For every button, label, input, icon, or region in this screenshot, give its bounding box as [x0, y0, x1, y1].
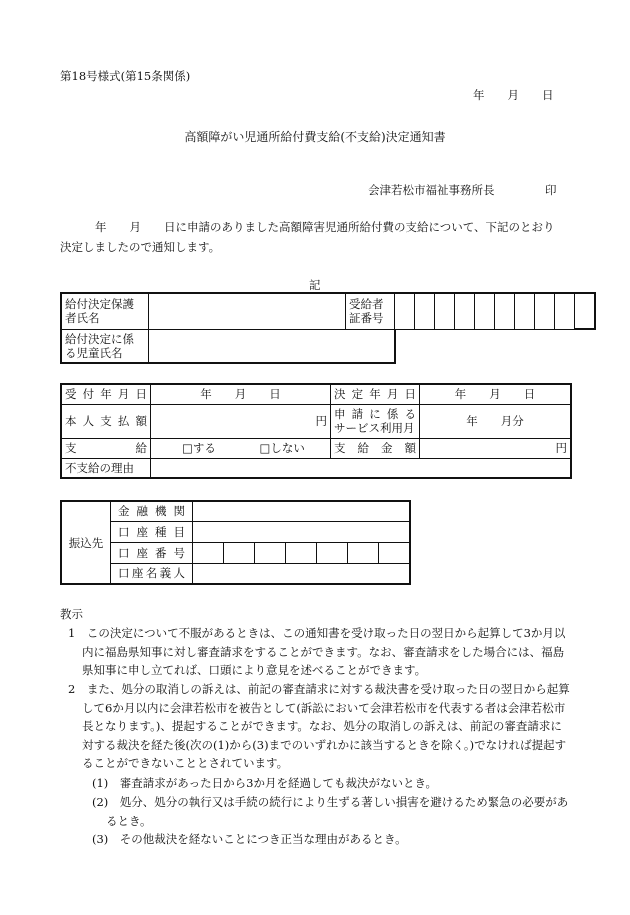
- yen-unit: 円: [315, 414, 327, 428]
- account-number-cell[interactable]: [193, 542, 224, 563]
- account-number-label: 口座番号: [118, 545, 185, 560]
- guardian-label: [65, 297, 145, 325]
- account-type-field[interactable]: [193, 521, 411, 542]
- transfer-label: 振込先: [61, 501, 111, 584]
- guardian-label-line1: 給付決定保護: [65, 297, 134, 312]
- applicant-table: [60, 292, 596, 364]
- bank-label: 金融機関: [118, 504, 185, 519]
- intro-line-1: 年 月 日に申請のありました高額障害児通所給付費の支給について、下記のとおり: [95, 220, 555, 234]
- option-no-checkbox[interactable]: □しない: [259, 441, 305, 455]
- account-type-label: 口座種目: [118, 524, 185, 539]
- child-label-line1: 給付決定に係: [65, 331, 134, 346]
- account-number-cell[interactable]: [255, 542, 286, 563]
- document-title: 高額障がい児通所給付費支給(不支給)決定通知書: [184, 130, 446, 144]
- recipient-number-cell[interactable]: [515, 293, 535, 329]
- account-number-cell[interactable]: [348, 542, 379, 563]
- service-label-line1: 申請に係る: [334, 407, 416, 421]
- reason-field[interactable]: [151, 458, 572, 478]
- decision-date-label: 決定年月日: [334, 387, 416, 402]
- service-label-line2: サービス利用月: [334, 421, 415, 435]
- account-number-cell[interactable]: [317, 542, 348, 563]
- intro-line-2: 決定しましたので通知します。: [60, 240, 221, 254]
- decision-table: [60, 383, 572, 479]
- recipient-number-cell[interactable]: [555, 293, 575, 329]
- child-label-line2: る児童氏名: [65, 345, 123, 360]
- seal-mark: 印: [545, 183, 557, 197]
- self-pay-label: 本人支払額: [65, 414, 147, 428]
- yen-unit: 円: [555, 441, 567, 455]
- date-line: 年 月 日: [473, 88, 554, 102]
- received-date-value[interactable]: 年 月 日: [151, 384, 331, 404]
- notice-sub-3: (3) その他裁決を経ないことにつき正当な理由があるとき。: [92, 832, 407, 846]
- account-number-cell[interactable]: [379, 542, 411, 563]
- payment-options: [151, 438, 331, 458]
- payment-label: 支 給: [65, 441, 147, 455]
- form-number: 第18号様式(第15条関係): [60, 69, 191, 83]
- reason-label: 不支給の理由: [65, 460, 134, 475]
- issuer: 会津若松市福祉事務所長: [368, 183, 495, 197]
- payment-amount-field[interactable]: [420, 438, 572, 458]
- recipient-label-line2: 証番号: [349, 311, 384, 326]
- child-name-field[interactable]: [149, 329, 395, 363]
- recipient-label: [349, 297, 391, 325]
- decision-date-value[interactable]: 年 月 日: [420, 384, 572, 404]
- child-label: [65, 332, 145, 360]
- notice-sub-1: (1) 審査請求があった日から3か月を経過しても裁決がないとき。: [92, 776, 438, 790]
- bank-field[interactable]: [193, 501, 411, 521]
- account-holder-label: 口座名義人: [118, 566, 185, 581]
- transfer-table: [60, 500, 411, 585]
- recipient-number-cell[interactable]: [495, 293, 515, 329]
- option-yes-checkbox[interactable]: □する: [182, 441, 216, 455]
- notice-item-2: 2 また、処分の取消しの訴えは、前記の審査請求に対する裁決書を受け取った日の翌日から起算して6か月以内に会津若松市を被告として(訴訟において会津若松市を代表する者は会津若松市長となります。)、提起することができます。なお、処分の取消しの訴えは、前記の審査請求に対する裁決を経た後(次の(1)から(3)までのいずれかに該当するときを除く。)でなければ提起することができないこととされています。: [68, 682, 570, 770]
- recipient-number-cell[interactable]: [435, 293, 455, 329]
- account-holder-field[interactable]: [193, 563, 411, 584]
- notice-item-1: 1 この決定について不服があるときは、この通知書を受け取った日の翌日から起算して3か月以内に福島県知事に対し審査請求をすることができます。なお、審査請求をした場合には、福島県知事に申し立てれば、口頭により意見を述べることができます。: [68, 626, 566, 677]
- notice-heading: 教示: [60, 607, 83, 621]
- payment-amount-label: 支給金額: [334, 441, 416, 455]
- recipient-number-cell[interactable]: [395, 293, 415, 329]
- account-number-cell[interactable]: [286, 542, 317, 563]
- ki-label: 記: [309, 278, 321, 292]
- service-month-value[interactable]: 年 月分: [420, 404, 572, 438]
- account-number-cell[interactable]: [224, 542, 255, 563]
- recipient-label-line1: 受給者: [349, 297, 384, 312]
- guardian-label-line2: 者氏名: [65, 311, 100, 326]
- guardian-name-field[interactable]: [149, 293, 346, 329]
- self-pay-field[interactable]: [151, 404, 331, 438]
- recipient-number-cell[interactable]: [415, 293, 435, 329]
- recipient-number-cell[interactable]: [475, 293, 495, 329]
- received-date-label: 受付年月日: [65, 387, 147, 402]
- recipient-number-cell[interactable]: [535, 293, 555, 329]
- notice-sub-2: (2) 処分、処分の執行又は手続の続行により生ずる著しい損害を避けるため緊急の必要があるとき。: [92, 795, 569, 828]
- recipient-number-cell[interactable]: [455, 293, 475, 329]
- recipient-number-cell[interactable]: [575, 293, 596, 329]
